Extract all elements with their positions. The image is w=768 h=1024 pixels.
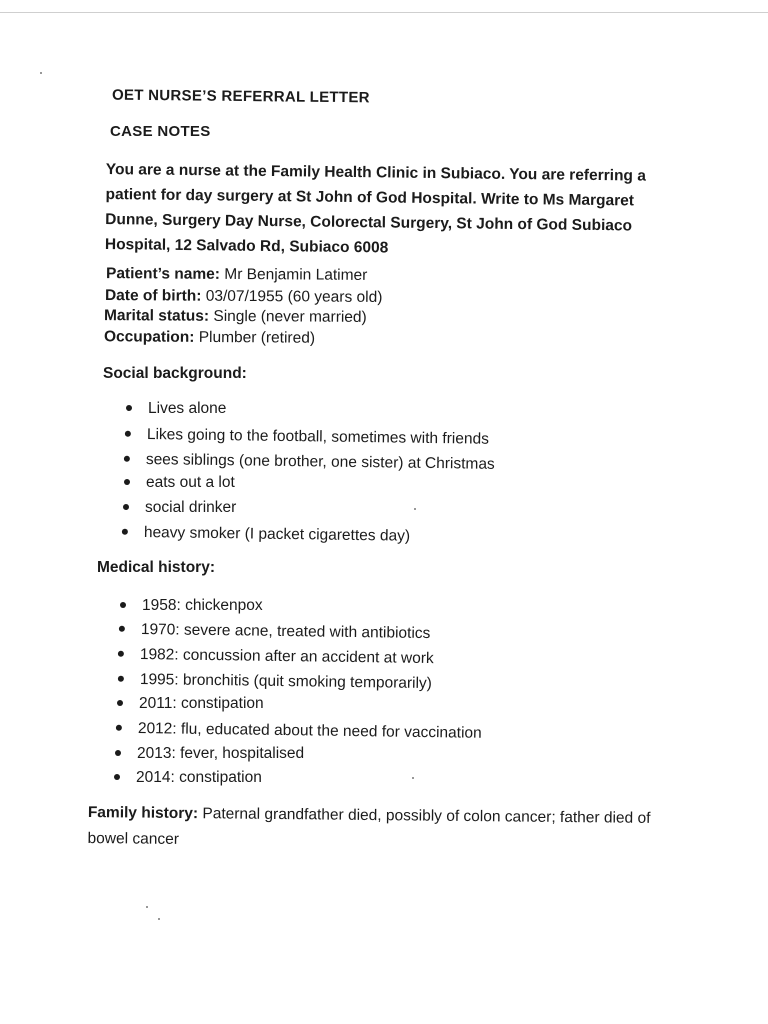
- date-of-birth-row: [105, 287, 383, 307]
- scan-speck: [146, 906, 148, 908]
- instruction-line: You are a nurse at the Family Health Clinic in Subiaco. You are referring a: [105, 160, 646, 185]
- bullet-icon: [122, 529, 128, 535]
- bullet-icon: [124, 456, 130, 462]
- date-of-birth-value: 03/07/1955 (60 years old): [201, 287, 383, 306]
- document-title: OET NURSE’S REFERRAL LETTER: [111, 86, 370, 107]
- patient-name-label: Patient’s name:: [105, 265, 221, 283]
- marital-status-value: Single (never married): [209, 307, 367, 326]
- instruction-line: Dunne, Surgery Day Nurse, Colorectal Surgery, St John of God Subiaco: [105, 210, 633, 235]
- list-item: 1982: concussion after an accident at work: [140, 646, 434, 668]
- bullet-icon: [114, 774, 120, 780]
- list-item: heavy smoker (I packet cigarettes day): [144, 524, 410, 546]
- instruction-line: Hospital, 12 Salvado Rd, Subiaco 6008: [104, 235, 389, 257]
- list-item: 2011: constipation: [139, 695, 264, 713]
- patient-name-value: Mr Benjamin Latimer: [219, 265, 368, 284]
- list-item: eats out a lot: [146, 474, 235, 492]
- bullet-icon: [124, 479, 130, 485]
- list-item: 2012: flu, educated about the need for vaccination: [138, 720, 482, 743]
- scan-speck: [158, 918, 160, 920]
- list-item: 1995: bronchitis (quit smoking temporarily): [140, 671, 432, 693]
- bullet-icon: [118, 651, 124, 657]
- list-item: 2013: fever, hospitalised: [137, 745, 304, 763]
- family-history-label: Family history:: [87, 803, 199, 823]
- bullet-icon: [125, 431, 131, 437]
- family-history-paragraph: [87, 800, 688, 858]
- bullet-icon: [120, 602, 126, 608]
- list-item: 1958: chickenpox: [142, 597, 263, 615]
- list-item: social drinker: [145, 499, 236, 517]
- bullet-icon: [119, 626, 125, 632]
- family-history-text: Paternal grandfather died, possibly of colon cancer; father died of bowel cancer: [87, 805, 651, 848]
- bullet-icon: [118, 676, 124, 682]
- list-item: Lives alone: [148, 400, 226, 418]
- bullet-icon: [123, 504, 129, 510]
- list-item: Likes going to the football, sometimes with friends: [147, 426, 489, 449]
- patient-name-row: [106, 265, 367, 285]
- occupation-value: Plumber (retired): [194, 328, 316, 347]
- bullet-icon: [116, 725, 122, 731]
- social-background-heading: Social background:: [103, 365, 247, 382]
- bullet-icon: [126, 405, 132, 411]
- list-item: 1970: severe acne, treated with antibiotics: [141, 621, 431, 643]
- date-of-birth-label: Date of birth:: [104, 287, 202, 305]
- scan-speck: [40, 72, 42, 74]
- occupation-label: Occupation:: [103, 328, 195, 346]
- instruction-line: patient for day surgery at St John of God Hospital. Write to Ms Margaret: [105, 185, 635, 210]
- scan-speck: [412, 777, 414, 779]
- occupation-row: [104, 328, 315, 347]
- document-subtitle: CASE NOTES: [110, 123, 211, 140]
- marital-status-label: Marital status:: [103, 307, 210, 325]
- medical-history-heading: Medical history:: [97, 559, 215, 576]
- list-item: 2014: constipation: [136, 769, 262, 787]
- task-instructions: [105, 157, 668, 264]
- marital-status-row: [104, 307, 367, 327]
- list-item: sees siblings (one brother, one sister) at Christmas: [146, 451, 495, 474]
- bullet-icon: [117, 700, 123, 706]
- scan-speck: [414, 508, 416, 510]
- bullet-icon: [115, 750, 121, 756]
